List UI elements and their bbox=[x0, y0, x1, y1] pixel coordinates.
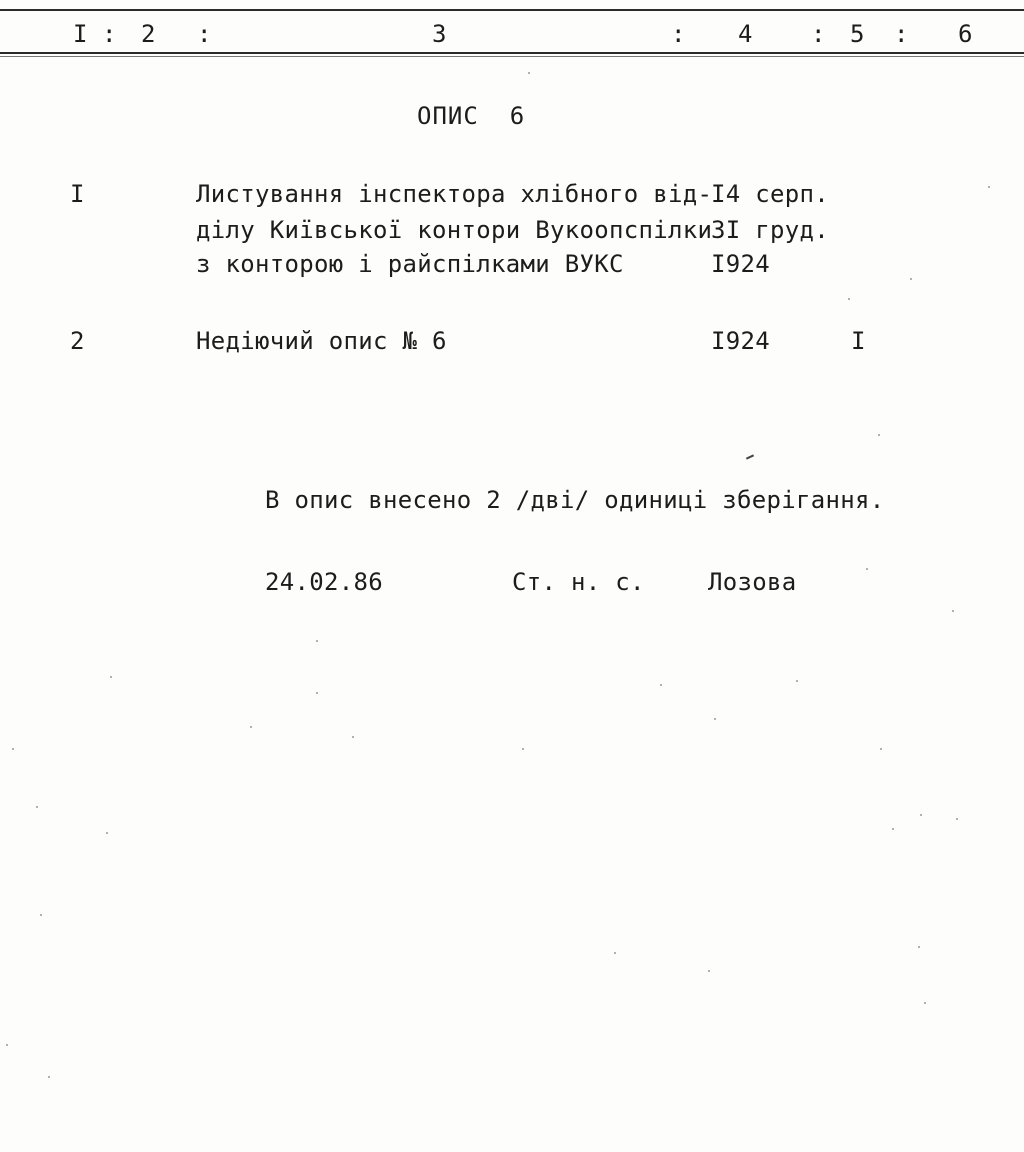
entry-sheet-count: I bbox=[851, 327, 866, 355]
column-header-5: 5 bbox=[850, 20, 865, 48]
scan-speck bbox=[918, 946, 920, 948]
scan-speck bbox=[924, 1002, 926, 1004]
scan-speck bbox=[614, 952, 616, 954]
scan-speck bbox=[920, 814, 922, 816]
column-separator: : bbox=[102, 20, 117, 48]
scan-speck bbox=[866, 568, 868, 570]
scan-speck bbox=[12, 748, 14, 750]
scan-speck bbox=[106, 832, 108, 834]
scan-speck bbox=[316, 692, 318, 694]
entry-number: 2 bbox=[70, 327, 85, 355]
scan-speck bbox=[714, 718, 716, 720]
scan-speck bbox=[250, 726, 252, 728]
column-separator: : bbox=[811, 20, 826, 48]
scan-speck bbox=[40, 914, 42, 916]
entry-description-line: Листування інспектора хлібного від- bbox=[196, 180, 713, 208]
column-separator: : bbox=[894, 20, 909, 48]
scan-speck bbox=[796, 680, 798, 682]
header-bottom-rule bbox=[0, 52, 1024, 54]
entry-date-end: 3I груд. bbox=[711, 216, 829, 244]
scan-speck bbox=[528, 72, 530, 74]
footer-signatory-name: Лозова bbox=[708, 568, 797, 596]
column-header-2: 2 bbox=[141, 20, 156, 48]
scan-speck bbox=[110, 676, 112, 678]
scan-speck bbox=[988, 186, 990, 188]
scan-speck bbox=[892, 828, 894, 830]
header-top-rule bbox=[0, 9, 1024, 11]
footer-position: Ст. н. с. bbox=[512, 568, 645, 596]
column-separator: : bbox=[671, 20, 686, 48]
scan-speck bbox=[36, 806, 38, 808]
scan-speck bbox=[952, 610, 954, 612]
column-header-6: 6 bbox=[958, 20, 973, 48]
inventory-title: ОПИС 6 bbox=[417, 102, 526, 130]
entry-description-line: з конторою і райспілками ВУКС bbox=[196, 250, 624, 278]
scan-speck bbox=[48, 1076, 50, 1078]
ink-mark bbox=[746, 454, 754, 459]
entry-date-year: I924 bbox=[711, 250, 770, 278]
scan-speck bbox=[316, 640, 318, 642]
scan-speck bbox=[848, 298, 850, 300]
entry-description-line: ділу Київської контори Вукоопспілки bbox=[196, 216, 713, 244]
scan-speck bbox=[880, 748, 882, 750]
scan-speck bbox=[522, 748, 524, 750]
column-header-4: 4 bbox=[738, 20, 753, 48]
entry-number: I bbox=[70, 180, 85, 208]
footer-date: 24.02.86 bbox=[265, 568, 383, 596]
column-header-3: 3 bbox=[432, 20, 447, 48]
scan-speck bbox=[910, 278, 912, 280]
column-header-1: I bbox=[73, 20, 88, 48]
scan-speck bbox=[352, 736, 354, 738]
scan-speck bbox=[708, 970, 710, 972]
summary-line: В опис внесено 2 /дві/ одиниці зберігання. bbox=[265, 486, 885, 514]
entry-description-line: Недіючий опис № 6 bbox=[196, 327, 447, 355]
column-separator: : bbox=[197, 20, 212, 48]
scan-speck bbox=[956, 818, 958, 820]
entry-date-year: I924 bbox=[711, 327, 770, 355]
entry-date-start: I4 серп. bbox=[711, 180, 829, 208]
header-bottom-rule-thin bbox=[0, 56, 1024, 57]
scan-speck bbox=[878, 434, 880, 436]
scan-speck bbox=[660, 684, 662, 686]
scan-speck bbox=[6, 1044, 8, 1046]
